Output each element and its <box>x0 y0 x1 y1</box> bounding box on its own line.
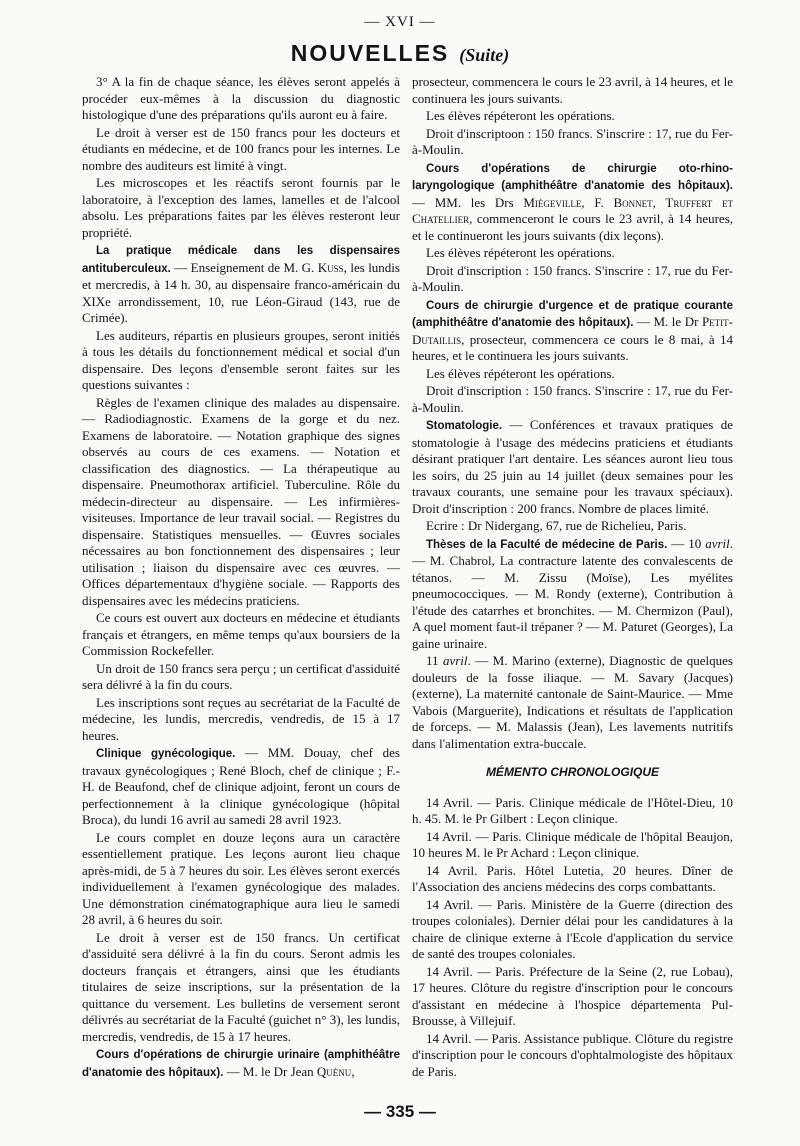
paragraph-gynecologie: Clinique gynécologique. — MM. Douay, chef des travaux gynécologiques ; René Bloch, chef de clinique ; F.-H. de Beaufond, chef de clinique adjoint, feront un cours de perfectionnement à la clinique gynécologique (hôpital Broca), du lundi 16 avril au samedi 28 avril 1923. <box>82 745 400 827</box>
roman-page-number: — XVI — <box>364 14 436 30</box>
paragraph-stomatologie: Stomatologie. — Conférences et travaux pratiques de stomatologie à l'usage des médecins praticiens et étudiants désirant pratiquer l'art dentaire. Les séances auront lieu tous les soirs, du 25 juin au 14 juillet (deux semaines pour les travaux courants, une semaine pour les travaux spéciaux). Droit d'inscription : 200 francs. Nombre de places limité. <box>412 417 733 516</box>
section-heading: Cours d'opérations de chirurgie urinaire (amphithéâtre d'anatomie des hôpitaux). <box>82 1049 400 1079</box>
paragraph-theses-11: 11 avril. — M. Marino (externe), Diagnostic de quelques douleurs de la fosse iliaque. — M. Savary (Jacques) (externe), La maternité cantonale de Saint-Maurice. — Mme Vabois (Marguerite), Indications et résultats de l'application de forceps. — M. Malassis (Jean), Les lavements nutritifs dans l'alimentation extra-buccale. <box>412 653 733 751</box>
section-heading: Clinique gynécologique. <box>96 748 236 760</box>
paragraph: 3° A la fin de chaque séance, les élèves seront appelés à procéder eux-mêmes à la discussion du diagnostic histologique d'une des préparations qu'ils auront eu à faire. <box>82 74 400 122</box>
paragraph: Les inscriptions sont reçues au secrétariat de la Faculté de médecine, les lundis, mercredis, vendredis, de 15 à 17 heures. <box>82 694 400 743</box>
memento-title: MÉMENTO CHRONOLOGIQUE <box>485 765 660 779</box>
section-heading: Cours d'opérations de chirurgie oto-rhino-laryngologique (amphithéâtre d'anatomie des hôpitaux). <box>412 162 733 192</box>
page-number: — 335 — <box>364 1102 436 1121</box>
left-column <box>82 74 400 1082</box>
paragraph: Le droit à verser est de 150 francs pour les docteurs et étudiants en médecine, et de 100 francs pour les internes. Le nombre des auditeurs est limité à vingt. <box>82 124 400 173</box>
section-heading: Cours de chirurgie d'urgence et de pratique courante (amphithéâtre d'anatomie des hôpitaux). <box>412 299 733 329</box>
page-header <box>0 40 800 67</box>
section-title: NOUVELLES <box>290 40 450 66</box>
paragraph: prosecteur, commencera le cours le 23 avril, à 14 heures, et le continuera les jours suivants. <box>412 74 733 106</box>
paragraph: Droit d'inscription : 150 francs. S'inscrire : 17, rue du Fer-à-Moulin. <box>412 262 733 294</box>
paragraph: Règles de l'examen clinique des malades au dispensaire. — Radiodiagnostic. Examens de la gorge et du nez. Examens de laboratoire. — Notation graphique des signes observés au cours de ces examens. — Notation et classification des diagnostics. — La thérapeutique au dispensaire. Pneumothorax artificiel. Tuberculine. Rôle du médecin-directeur au dispensaire. — Les infirmières-visiteuses. Importance de leur travail social. — Registres du dispensaire. Statistiques mensuelles. — Œuvres sociales nécessaires au bon fonctionnement des dispensaires ; leur utilisation ; liaison du dispensaire avec ces œuvres. — Offices départementaux d'hygiène sociale. — Rapports des dispensaires avec les médecins praticiens. <box>82 394 400 608</box>
section-heading: Stomatologie. <box>426 420 503 432</box>
memento-entry: 14 Avril. — Paris. Clinique médicale de l'Hôtel-Dieu, 10 h. 45. M. le Pr Gilbert : Leçon clinique. <box>412 794 733 826</box>
paragraph-theses: Thèses de la Faculté de médecine de Paris. — 10 avril. — M. Chabrol, La contracture latente des convalescents de tétanos. — M. Zissu (Moïse), Les myélites pneumococciques. — M. Rondy (externe), Contribution à l'étude des catarrhes et bronchites. — M. Chermizon (Paul), A quel moment faut-il trépaner ? — M. Paturet (Georges), La gaine urinaire. <box>412 535 734 651</box>
memento-entry: 14 Avril. — Paris. Assistance publique. Clôture du registre d'inscription pour le concours d'ophtalmologiste des hôpitaux de Paris. <box>412 1030 733 1079</box>
paragraph: Le cours complet en douze leçons aura un caractère essentiellement pratique. Les leçons auront lieu chaque après-midi, de 5 à 7 heures du soir. Les élèves seront exercés individuellement à l'examen gynécologique des malades. Une démonstration cinématographique aura lieu le samedi 28 avril, à 6 heures du soir. <box>82 829 400 927</box>
right-column <box>412 74 733 1081</box>
paragraph: Un droit de 150 francs sera perçu ; un certificat d'assiduité sera délivré à la fin du cours. <box>82 660 400 692</box>
paragraph: Les auditeurs, répartis en plusieurs groupes, seront initiés à tous les détails du fonctionnement médical et social d'un dispensaire. Des leçons d'ensemble seront faites sur les questions suivantes : <box>82 327 400 392</box>
paragraph: Les élèves répéteront les opérations. <box>426 365 615 381</box>
memento-entry: 14 Avril. — Paris. Clinique médicale de l'hôpital Beaujon, 10 heures M. le Pr Achard : Leçon clinique. <box>412 828 733 860</box>
paragraph: Le droit à verser est de 150 francs. Un certificat d'assiduité sera délivré à la fin du cours. Seront admis les docteurs français et étrangers, ainsi que les étudiants titulaires de seize inscriptions, sur la présentation de la quittance du versement. Les bulletins de versement seront délivrés au secrétariat de la Faculté (guichet n° 3), les lundis, mercredis, vendredis, de 15 à 17 heures. <box>82 929 400 1044</box>
memento-entry: 14 Avril. — Paris. Préfecture de la Seine (2, rue Lobau), 17 heures. Clôture du registre d'inscription pour le concours d'assistant en médecine à l'hospice départementa Pul-Brousse, à Villejuif. <box>412 963 733 1028</box>
memento-entry: 14 Avril. Paris. Hôtel Lutetia, 20 heures. Dîner de l'Association des anciens médecins des corps combattants. <box>412 862 733 894</box>
paragraph-urgence: Cours de chirurgie d'urgence et de pratique courante (amphithéâtre d'anatomie des hôpitaux). — M. le Dr Petit-Dutaillis, prosecteur, commencera ce cours le 8 mai, à 14 heures, et le continuera les jours suivants. <box>412 299 733 363</box>
paragraph: Les élèves répéteront les opérations. <box>426 108 615 123</box>
paragraph: Ecrire : Dr Nidergang, 67, rue de Richelieu, Paris. <box>426 518 687 533</box>
paragraph: Les microscopes et les réactifs seront fournis par le laboratoire, à l'exception des lames, lamelles et de l'alcool absolu. Les préparations faites par les élèves resteront leur propriété. <box>82 175 400 240</box>
paragraph: Droit d'inscription : 150 francs. S'inscrire : 17, rue du Fer-à-Moulin. <box>412 383 733 415</box>
paragraph-urinaire: Cours d'opérations de chirurgie urinaire (amphithéâtre d'anatomie des hôpitaux). — M. le Dr Jean Quénu, <box>82 1049 400 1079</box>
section-heading: La pratique médicale dans les dispensaires antituberculeux. <box>82 245 400 275</box>
paragraph: Ce cours est ouvert aux docteurs en médecine et étudiants français et étrangers, en même temps qu'aux boursiers de la Commission Rockefeller. <box>82 610 400 658</box>
paragraph-orl: Cours d'opérations de chirurgie oto-rhino-laryngologique (amphithéâtre d'anatomie des hôpitaux). — MM. les Drs Miégeville, F. Bonnet, Truffert et Chatellier, commenceront le cours le 23 avril, à 14 heures, et le continueront les jours suivants (dix leçons). <box>412 162 733 243</box>
paragraph-dispensaires: La pratique médicale dans les dispensaires antituberculeux. — Enseignement de M. G. Kuss, les lundis et mercredis, à 14 h. 30, au dispensaire franco-américain du XIXe arrondissement, 10, rue Léon-Giraud (143, rue de Crimée). <box>82 245 400 325</box>
paragraph: Les élèves répéteront les opérations. <box>426 245 615 260</box>
section-heading: Thèses de la Faculté de médecine de Paris. <box>426 538 668 551</box>
paragraph: Droit d'inscriptoon : 150 francs. S'inscrire : 17, rue du Fer-à-Moulin. <box>412 125 733 157</box>
memento-entry: 14 Avril. — Paris. Ministère de la Guerre (direction des troupes coloniales). Dernier délai pour les candidatures à la chaire de clinique externe à l'Ecole d'application du service de santé des troupes coloniales. <box>412 896 733 961</box>
section-suite: (Suite) <box>459 45 510 65</box>
